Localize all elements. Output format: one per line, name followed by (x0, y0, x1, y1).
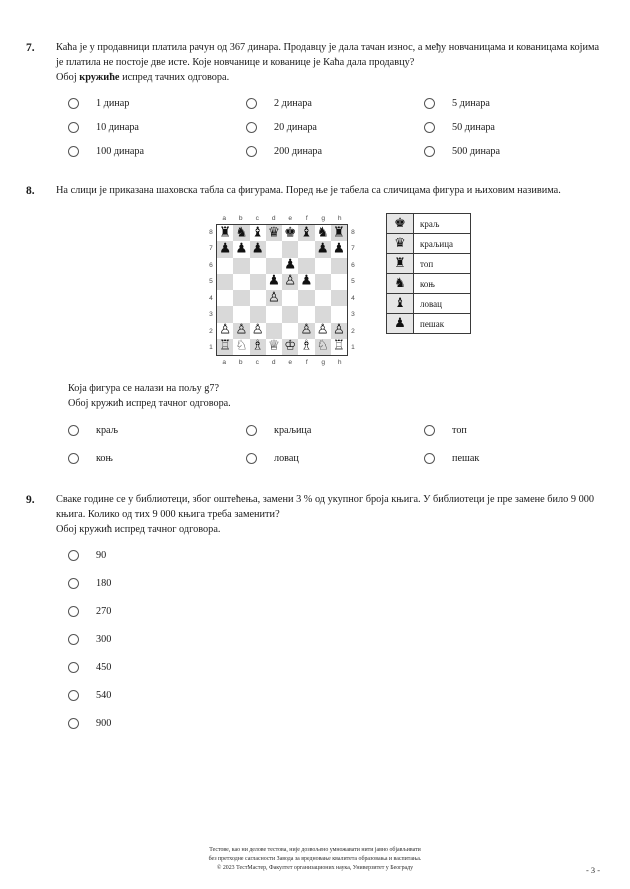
chess-piece-icon: ♙ (332, 321, 345, 338)
board-square-a5 (217, 274, 233, 290)
board-square-g4 (315, 290, 331, 306)
radio-bubble[interactable] (424, 98, 435, 109)
file-label: h (337, 358, 342, 366)
rank-label: 3 (351, 311, 355, 319)
file-label: g (321, 214, 326, 222)
radio-bubble[interactable] (246, 453, 257, 464)
board-square-a8 (217, 225, 233, 241)
radio-bubble[interactable] (246, 146, 257, 157)
file-label: f (305, 358, 308, 366)
rank-label: 8 (209, 228, 213, 236)
question-8-options (56, 425, 602, 464)
board-grid (216, 224, 348, 356)
question-9-number: 9. (26, 493, 35, 506)
option-q8-5[interactable] (246, 453, 424, 464)
board-square-e5 (282, 274, 298, 290)
rank-label: 5 (351, 278, 355, 286)
board-square-d3 (266, 306, 282, 322)
file-label: f (305, 214, 308, 222)
option-q7-4[interactable] (68, 122, 246, 133)
option-label: 50 динара (452, 122, 495, 134)
option-label: 450 (96, 662, 112, 673)
chess-piece-icon: ♚ (284, 224, 297, 240)
question-7-instruction-prefix: Обој (56, 72, 80, 84)
option-label: 5 динара (452, 98, 490, 110)
rank-labels-right (348, 224, 358, 356)
option-q9-2[interactable] (68, 578, 602, 589)
file-label: h (337, 214, 342, 222)
chess-piece-icon: ♙ (316, 321, 329, 338)
board-square-d6 (266, 258, 282, 274)
question-8-number: 8. (26, 185, 35, 198)
chess-piece-icon: ♙ (235, 321, 248, 338)
radio-bubble[interactable] (68, 425, 79, 436)
option-q8-3[interactable] (424, 425, 602, 436)
chess-figure-area (56, 212, 602, 368)
file-label: a (222, 358, 227, 366)
page-number: - 3 - (586, 866, 600, 875)
question-9-instruction: Обој кружић испред тачног одговора. (56, 523, 221, 535)
board-square-c2 (250, 323, 266, 339)
board-square-a4 (217, 290, 233, 306)
option-q7-2[interactable] (246, 98, 424, 109)
chess-piece-icon: ♔ (284, 337, 297, 354)
option-q9-5[interactable] (68, 662, 602, 673)
option-q7-5[interactable] (246, 122, 424, 133)
board-square-f7 (298, 241, 314, 257)
chess-piece-icon: ♟ (219, 240, 232, 257)
radio-bubble[interactable] (68, 578, 79, 589)
board-square-d7 (266, 241, 282, 257)
question-8-subquestion (56, 382, 602, 412)
board-square-g6 (315, 258, 331, 274)
legend-name: краљ (414, 214, 471, 234)
board-square-b7 (233, 241, 249, 257)
board-square-f8 (298, 225, 314, 241)
option-q8-2[interactable] (246, 425, 424, 436)
chess-piece-icon: ♙ (267, 289, 280, 305)
chess-piece-icon: ♞ (235, 224, 248, 240)
option-q9-7[interactable] (68, 718, 602, 729)
board-square-b1 (233, 339, 249, 355)
option-q9-3[interactable] (68, 606, 602, 617)
chess-piece-icon: ♙ (284, 272, 297, 289)
chess-piece-icon: ♗ (300, 337, 313, 354)
chess-piece-icon: ♟ (300, 272, 313, 289)
chess-piece-icon: ♘ (235, 337, 248, 354)
question-8 (22, 183, 602, 464)
option-label: краљ (96, 424, 118, 436)
copyright-line-1: Тестове, као ни делове тестова, није дозвољено умножавати нити јавно објављивати (209, 846, 421, 853)
page-footer (0, 846, 630, 873)
board-square-a2 (217, 323, 233, 339)
question-7-text (56, 40, 602, 85)
file-label: c (255, 214, 259, 222)
board-square-d4 (266, 290, 282, 306)
file-label: e (288, 214, 293, 222)
legend-row-pawn (387, 314, 471, 334)
board-square-g8 (315, 225, 331, 241)
chess-piece-icon: ♙ (219, 321, 232, 338)
board-square-f2 (298, 323, 314, 339)
file-labels-top (216, 212, 348, 224)
chess-piece-icon: ♟ (235, 240, 248, 257)
radio-bubble[interactable] (68, 146, 79, 157)
chess-piece-icon: ♖ (219, 337, 232, 354)
radio-bubble[interactable] (424, 122, 435, 133)
option-label: 1 динар (96, 98, 130, 110)
option-label: 500 динара (452, 146, 501, 158)
board-square-h8 (331, 225, 347, 241)
rank-label: 3 (209, 311, 213, 319)
chess-piece-icon: ♛ (267, 224, 280, 240)
chess-piece-icon: ♟ (251, 240, 264, 257)
board-square-e1 (282, 339, 298, 355)
chess-piece-icon: ♝ (300, 224, 313, 240)
chess-piece-icon: ♕ (267, 337, 280, 354)
file-label: b (238, 214, 243, 222)
board-square-h3 (331, 306, 347, 322)
radio-bubble[interactable] (68, 634, 79, 645)
file-label: e (288, 358, 293, 366)
option-q8-6[interactable] (424, 453, 602, 464)
option-label: 180 (96, 578, 112, 589)
chess-piece-icon: ♞ (316, 224, 329, 240)
question-7-instruction-bold: кружиће (79, 72, 120, 84)
chess-piece-icon: ♟ (316, 240, 329, 257)
question-8-instruction: Обој кружић испред тачног одговора. (68, 398, 231, 410)
radio-bubble[interactable] (68, 662, 79, 673)
question-7-instruction-suffix: испред тачних одговора. (119, 72, 230, 84)
radio-bubble[interactable] (68, 550, 79, 561)
option-q9-4[interactable] (68, 634, 602, 645)
option-q7-9[interactable] (424, 146, 602, 157)
legend-row-king (387, 214, 471, 234)
chess-piece-icon: ♝ (251, 224, 264, 240)
chess-piece-icon: ♘ (316, 337, 329, 354)
radio-bubble[interactable] (68, 690, 79, 701)
king-icon: ♚ (387, 214, 414, 234)
board-square-c1 (250, 339, 266, 355)
board-square-f4 (298, 290, 314, 306)
board-square-f1 (298, 339, 314, 355)
option-q7-7[interactable] (68, 146, 246, 157)
file-label: c (255, 358, 259, 366)
board-square-h2 (331, 323, 347, 339)
option-label: топ (452, 424, 467, 436)
option-label: 90 (96, 550, 107, 561)
radio-bubble[interactable] (246, 425, 257, 436)
copyright-line-3: © 2023 ТестМастер, Факултет организационих наука, Универзитет у Београду (216, 864, 414, 871)
board-square-e6 (282, 258, 298, 274)
option-label: 200 динара (274, 146, 323, 158)
board-square-a6 (217, 258, 233, 274)
board-square-a7 (217, 241, 233, 257)
legend-row-bishop (387, 294, 471, 314)
option-q9-1[interactable] (68, 550, 602, 561)
board-square-e2 (282, 323, 298, 339)
chess-piece-icon: ♗ (251, 337, 264, 354)
option-label: 100 динара (96, 146, 145, 158)
rank-label: 1 (209, 344, 213, 352)
chess-piece-icon: ♜ (332, 224, 345, 240)
board-square-f3 (298, 306, 314, 322)
bishop-icon: ♝ (387, 294, 414, 314)
board-square-c6 (250, 258, 266, 274)
board-square-b4 (233, 290, 249, 306)
option-label: ловац (274, 452, 299, 464)
rank-label: 2 (209, 327, 213, 335)
board-square-b2 (233, 323, 249, 339)
option-label: 270 (96, 606, 112, 617)
question-7 (22, 40, 602, 157)
question-9-options (56, 550, 602, 729)
board-square-g5 (315, 274, 331, 290)
chess-piece-icon: ♙ (251, 321, 264, 338)
board-square-a1 (217, 339, 233, 355)
question-7-statement: Каћа је у продавници платила рачун од 367 динара. Продавцу је дала тачан износ, а међу новчаницама и кованицама којима је платила не постоје две исте. Које новчанице и кованице је Каћа дала продавцу? (56, 42, 600, 69)
board-square-e4 (282, 290, 298, 306)
rank-label: 7 (209, 245, 213, 253)
board-square-c3 (250, 306, 266, 322)
legend-name: краљица (414, 234, 471, 254)
board-square-h4 (331, 290, 347, 306)
chess-piece-icon: ♖ (332, 337, 345, 354)
radio-bubble[interactable] (424, 146, 435, 157)
radio-bubble[interactable] (246, 122, 257, 133)
option-label: краљица (274, 424, 312, 436)
board-square-f6 (298, 258, 314, 274)
board-square-b5 (233, 274, 249, 290)
option-label: 10 динара (96, 122, 139, 134)
radio-bubble[interactable] (68, 453, 79, 464)
board-square-g2 (315, 323, 331, 339)
rank-label: 8 (351, 228, 355, 236)
chessboard (206, 212, 358, 368)
option-label: 900 (96, 718, 112, 729)
rank-label: 1 (351, 344, 355, 352)
board-square-b6 (233, 258, 249, 274)
option-q8-1[interactable] (68, 425, 246, 436)
question-9 (22, 492, 602, 729)
board-square-a3 (217, 306, 233, 322)
copyright-line-2: без претходне сагласности Завода за вредновање квалитета образовања и васпитања. (208, 855, 422, 862)
option-label: 540 (96, 690, 112, 701)
board-square-e8 (282, 225, 298, 241)
radio-bubble[interactable] (68, 122, 79, 133)
question-9-text (56, 492, 602, 537)
chess-piece-icon: ♟ (284, 256, 297, 273)
radio-bubble[interactable] (68, 98, 79, 109)
option-label: 300 (96, 634, 112, 645)
board-square-c8 (250, 225, 266, 241)
queen-icon: ♛ (387, 234, 414, 254)
file-label: d (271, 358, 276, 366)
question-7-options (56, 98, 602, 157)
piece-legend-table (386, 213, 471, 334)
legend-row-knight (387, 274, 471, 294)
rank-label: 6 (209, 261, 213, 269)
board-square-d5 (266, 274, 282, 290)
option-label: коњ (96, 452, 113, 464)
file-labels-bottom (216, 356, 348, 368)
radio-bubble[interactable] (246, 98, 257, 109)
file-label: b (238, 358, 243, 366)
rank-labels-left (206, 224, 216, 356)
question-9-statement: Сваке године се у библиотеци, због оштећења, замени 3 % од укупног броја књига. У библиотеци је пре замене било 9 000 књига. Колико од тих 9 000 књига треба заменити? (56, 493, 595, 520)
file-label: d (271, 214, 276, 222)
board-square-c4 (250, 290, 266, 306)
radio-bubble[interactable] (68, 606, 79, 617)
legend-row-rook (387, 254, 471, 274)
question-7-number: 7. (26, 42, 35, 54)
option-label: 20 динара (274, 122, 317, 134)
board-square-b3 (233, 306, 249, 322)
option-q7-1[interactable] (68, 98, 246, 109)
chess-piece-icon: ♟ (332, 240, 345, 257)
board-square-c7 (250, 241, 266, 257)
board-square-h5 (331, 274, 347, 290)
board-square-d2 (266, 323, 282, 339)
chess-piece-icon: ♟ (267, 272, 280, 289)
board-square-b8 (233, 225, 249, 241)
pawn-icon: ♟ (387, 314, 414, 334)
board-square-d1 (266, 339, 282, 355)
board-square-g3 (315, 306, 331, 322)
board-square-c5 (250, 274, 266, 290)
rank-label: 7 (351, 245, 355, 253)
legend-row-queen (387, 234, 471, 254)
rank-label: 4 (351, 294, 355, 302)
chess-piece-icon: ♙ (300, 321, 313, 338)
board-square-h7 (331, 241, 347, 257)
question-8-prompt: Која фигура се налази на пољу g7? (68, 383, 219, 395)
board-square-g7 (315, 241, 331, 257)
file-label: g (321, 358, 326, 366)
option-label: пешак (452, 452, 480, 464)
option-q7-3[interactable] (424, 98, 602, 109)
question-8-text: На слици је приказана шаховска табла са фигурама. Поред ње је табела са сличицама фигура и њиховим називима. (56, 185, 561, 197)
option-q8-4[interactable] (68, 453, 246, 464)
rank-label: 2 (351, 327, 355, 335)
rank-label: 4 (209, 294, 213, 302)
radio-bubble[interactable] (68, 718, 79, 729)
board-square-g1 (315, 339, 331, 355)
radio-bubble[interactable] (424, 425, 435, 436)
option-q7-6[interactable] (424, 122, 602, 133)
board-square-f5 (298, 274, 314, 290)
legend-name: ловац (414, 294, 471, 314)
option-q9-6[interactable] (68, 690, 602, 701)
legend-name: коњ (414, 274, 471, 294)
rank-label: 6 (351, 261, 355, 269)
rook-icon: ♜ (387, 254, 414, 274)
option-label: 2 динара (274, 98, 312, 110)
file-label: a (222, 214, 227, 222)
board-square-d8 (266, 225, 282, 241)
board-square-e7 (282, 241, 298, 257)
legend-name: топ (414, 254, 471, 274)
radio-bubble[interactable] (424, 453, 435, 464)
board-square-h1 (331, 339, 347, 355)
board-square-e3 (282, 306, 298, 322)
chess-piece-icon: ♜ (219, 224, 232, 240)
board-square-h6 (331, 258, 347, 274)
legend-name: пешак (414, 314, 471, 334)
knight-icon: ♞ (387, 274, 414, 294)
option-q7-8[interactable] (246, 146, 424, 157)
rank-label: 5 (209, 278, 213, 286)
